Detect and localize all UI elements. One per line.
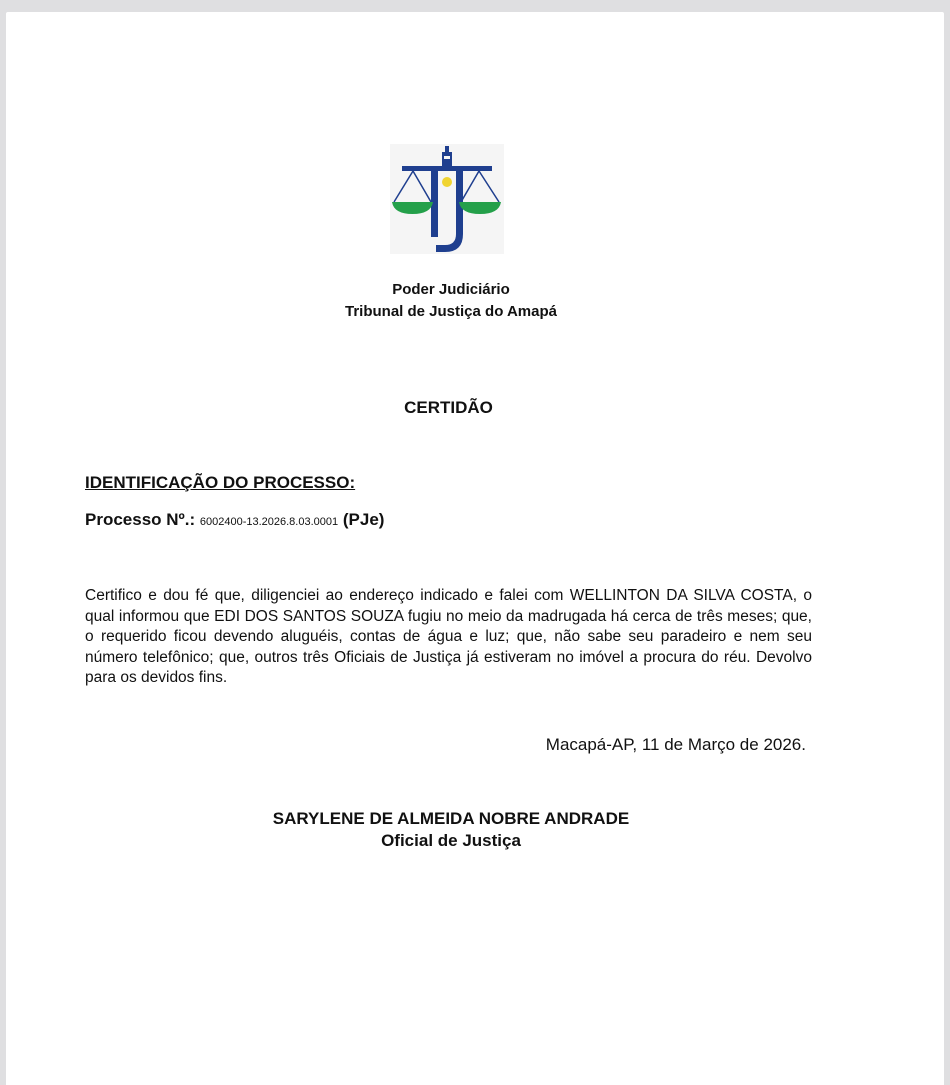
document-page: [6, 12, 944, 1085]
certificate-body: Certifico e dou fé que, diligenciei ao endereço indicado e falei com WELLINTON DA SILVA COSTA, o qual informou que EDI DOS SANTOS SOUZA fugiu no meio da madrugada há cerca de três meses; que, o requerido ficou devendo aluguéis, contas de água e luz; que, não sabe seu paradeiro e nem seu número telefônico; que, outros três Oficiais de Justiça já estiveram no imóvel a procura do réu. Devolvo para os devidos fins.: [85, 587, 812, 686]
header-line-2: Tribunal de Justiça do Amapá: [345, 303, 557, 320]
signer-role: Oficial de Justiça: [381, 831, 521, 850]
process-number: 6002400-13.2026.8.03.0001: [199, 516, 339, 528]
process-label: Processo Nº.:: [85, 510, 196, 529]
header-line-1: Poder Judiciário: [392, 281, 510, 298]
identification-heading: IDENTIFICAÇÃO DO PROCESSO:: [85, 473, 356, 492]
tjap-logo-icon: [390, 144, 504, 254]
signer-name: SARYLENE DE ALMEIDA NOBRE ANDRADE: [272, 809, 630, 828]
process-system: (PJe): [342, 510, 385, 529]
place-date: Macapá-AP, 11 de Março de 2026.: [545, 735, 806, 754]
document-title: CERTIDÃO: [404, 398, 493, 417]
process-line: [85, 510, 384, 530]
